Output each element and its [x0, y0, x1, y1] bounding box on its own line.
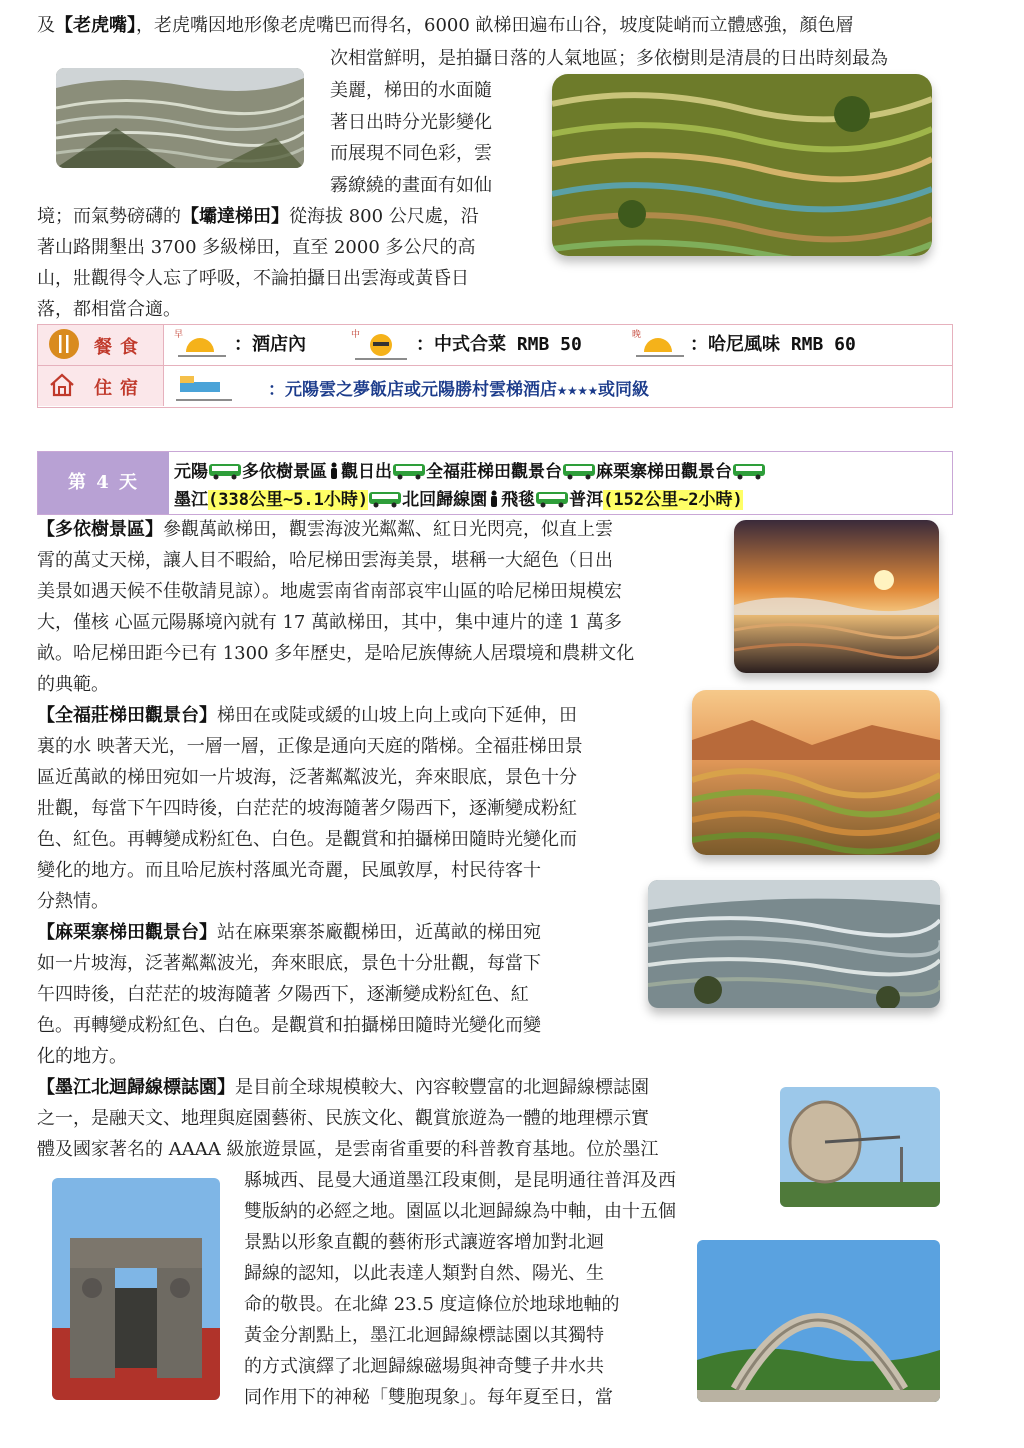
- duoyishu-line-3: 美景如遇天候不佳敬請見諒）。地處雲南省南部哀牢山區的哈尼梯田規模宏: [37, 581, 622, 602]
- route-distance-1: (338公里~5.1小時): [208, 490, 369, 510]
- laohuzui-terrace-photo: [56, 68, 304, 168]
- sun-glasses-icon: [351, 328, 411, 366]
- quanfu-line-3: 區近萬畝的梯田宛如一片坡海，泛著粼粼波光，奔來眼底，景色十分: [37, 767, 577, 788]
- bada-heading: 【壩達梯田】: [181, 206, 289, 227]
- route-mojiang: 墨江: [174, 490, 208, 510]
- malizhai-line-5: 化的地方。: [37, 1046, 127, 1067]
- route-distance-2: (152公里~2小時): [603, 490, 743, 510]
- malizhai-line-3: 午四時後，白茫茫的坡海隨著 夕陽西下，逐漸變成粉紅色、紅: [37, 984, 529, 1005]
- intro-line-8: 著山路開墾出 3700 多級梯田，直至 2000 多公尺的高: [37, 237, 476, 258]
- sunrise-terrace-photo: [734, 520, 939, 673]
- malizhai-line-1: [37, 917, 541, 948]
- mojiang-text-1: 是目前全球規模較大、內容較豐富的北迴歸線標誌園: [235, 1077, 649, 1098]
- intro-line-10: 落，都相當合適。: [37, 299, 181, 320]
- quanfu-line-6: 變化的地方。而且哈尼族村落風光奇麗，民風敦厚，村民待客十: [37, 860, 541, 881]
- intro-line-3: 美麗，梯田的水面隨: [330, 80, 492, 101]
- intro-prefix-7: 境；而氣勢磅礴的: [37, 206, 181, 227]
- gate-sculpture-photo: [52, 1178, 220, 1400]
- laohuzui-heading: 【老虎嘴】: [55, 15, 136, 36]
- mojiang-line-3: 體及國家著名的 AAAA 級旅遊景區，是雲南省重要的科普教育基地。位於墨江: [37, 1139, 659, 1160]
- intro-line-5: 而展現不同色彩，雲: [330, 143, 492, 164]
- lodging-text: ：元陽雲之夢飯店或元陽勝村雲梯酒店★★★★或同級: [268, 380, 649, 400]
- malizhai-heading: 【麻栗寨梯田觀景台】: [37, 922, 217, 943]
- meals-header: [38, 325, 164, 365]
- quanfu-line-4: 壯觀，每當下午四時後，白茫茫的坡海隨著夕陽西下，逐漸變成粉紅: [37, 798, 577, 819]
- mojiang-line-6: 景點以形象直觀的藝術形式讓遊客增加對北迴: [244, 1232, 604, 1253]
- quanfu-line-2: 裏的水 映著天光，一層一層，正像是通向天庭的階梯。全福莊梯田景: [37, 736, 583, 757]
- quanfu-line-7: 分熱情。: [37, 891, 109, 912]
- day4-header: [37, 451, 953, 515]
- intro-line-9: 山，壯觀得令人忘了呼吸，不論拍攝日出雲海或黃昏日: [37, 268, 469, 289]
- breakfast-text: ：酒店內: [234, 334, 306, 355]
- arch-monument-photo: [697, 1240, 940, 1402]
- bus-icon: [562, 462, 596, 485]
- bed-icon: [174, 368, 234, 408]
- route-feitan: 飛毯: [501, 490, 536, 510]
- quanfu-line-5: 色、紅色。再轉變成粉紅色、白色。是觀賞和拍攝梯田隨時光變化而: [37, 829, 577, 850]
- mojiang-line-10: 的方式演繹了北迴歸線磁場與神奇雙子井水共: [244, 1356, 604, 1377]
- route-malizhai: 麻栗寨梯田觀景台: [596, 462, 732, 482]
- mojiang-line-8: 命的敬畏。在北緯 23.5 度這條位於地球地軸的: [244, 1294, 620, 1315]
- malizhai-line-2: 如一片坡海，泛著粼粼波光，奔來眼底，景色十分壯觀，每當下: [37, 953, 541, 974]
- malizhai-terrace-photo: [648, 880, 940, 1008]
- sundial-photo: [780, 1087, 940, 1207]
- lodging-header: [38, 366, 164, 406]
- person-icon: [327, 462, 341, 485]
- malizhai-text-1: 站在麻栗寨茶廠觀梯田，近萬畝的梯田宛: [217, 922, 541, 943]
- route-puer: 普洱: [569, 490, 604, 510]
- home-icon: [48, 372, 76, 402]
- lodging-label: 住宿: [94, 378, 146, 399]
- quanfu-terrace-photo: [692, 690, 940, 855]
- quanfu-text-1: 梯田在或陡或緩的山坡上向上或向下延伸，田: [217, 705, 577, 726]
- dinner-tag: 晚: [632, 330, 642, 340]
- duoyishu-text-1: 參觀萬畝梯田，觀雲海波光粼粼、紅日光閃亮，似直上雲: [163, 519, 613, 540]
- route-sunrise: 觀日出: [341, 462, 392, 482]
- mojiang-line-4: 縣城西、昆曼大通道墨江段東側，是昆明通往普洱及西: [244, 1170, 676, 1191]
- mojiang-line-2: 之一，是融天文、地理與庭園藝術、民族文化、觀賞旅遊為一體的地理標示實: [37, 1108, 649, 1129]
- dinner-text: ：哈尼風味 RMB 60: [690, 334, 856, 355]
- cutlery-icon: [48, 328, 80, 364]
- quanfu-line-1: [37, 700, 577, 731]
- bus-icon: [535, 490, 569, 513]
- duoyishu-line-5: 畝。哈尼梯田距今已有 1300 多年歷史，是哈尼族傳統人居環境和農耕文化: [37, 643, 635, 664]
- mojiang-line-9: 黃金分割點上，墨江北迴歸線標誌園以其獨特: [244, 1325, 604, 1346]
- bus-icon: [368, 490, 402, 513]
- duoyishu-line-6: 的典範。: [37, 674, 109, 695]
- day4-route-line-2: [174, 485, 743, 513]
- intro-line-2: 次相當鮮明，是拍攝日落的人氣地區；多依樹則是清晨的日出時刻最為: [330, 48, 888, 69]
- bus-icon: [392, 462, 426, 485]
- mojiang-line-1: [37, 1072, 649, 1103]
- bus-icon: [208, 462, 242, 485]
- quanfu-heading: 【全福莊梯田觀景台】: [37, 705, 217, 726]
- lunch-tag: 中: [351, 330, 361, 340]
- breakfast-tag: 早: [174, 330, 184, 340]
- person-icon: [487, 490, 501, 513]
- mojiang-line-5: 雙版納的必經之地。園區以北迴歸線為中軸，由十五個: [244, 1201, 676, 1222]
- route-yuanyang: 元陽: [174, 462, 208, 482]
- mojiang-line-11: 同作用下的神秘「雙胞現象」。每年夏至日，當: [244, 1387, 613, 1408]
- sunrise-icon: [174, 328, 230, 364]
- meals-row: [38, 325, 952, 366]
- intro-line-6: 霧繚繞的畫面有如仙: [330, 175, 492, 196]
- route-quanfu: 全福莊梯田觀景台: [426, 462, 562, 482]
- mojiang-line-7: 歸線的認知，以此表達人類對自然、陽光、生: [244, 1263, 604, 1284]
- lodging-row: [38, 366, 952, 406]
- sunset-icon: [632, 328, 688, 364]
- meals-lodging-table: [37, 324, 953, 408]
- intro-line-1: [37, 10, 854, 41]
- bus-icon: [732, 462, 766, 485]
- day4-route-line-1: [174, 457, 766, 485]
- duoyishu-line-4: 大，僅核 心區元陽縣境內就有 17 萬畝梯田，其中，集中連片的達 1 萬多: [37, 612, 622, 633]
- day4-label: 第 4 天: [38, 452, 169, 514]
- duoyishu-line-1: [37, 514, 613, 545]
- intro-text-1: ，老虎嘴因地形像老虎嘴巴而得名，6000 畝梯田遍布山谷，坡度陡峭而立體感強，顏色層: [136, 15, 854, 36]
- malizhai-line-4: 色。再轉變成粉紅色、白色。是觀賞和拍攝梯田隨時光變化而變: [37, 1015, 541, 1036]
- intro-text-7: 從海拔 800 公尺處，沿: [289, 206, 479, 227]
- intro-prefix: 及: [37, 15, 55, 36]
- route-tropic-park: 北回歸線園: [402, 490, 488, 510]
- duoyishu-line-2: 霄的萬丈天梯，讓人目不暇給，哈尼梯田雲海美景，堪稱一大絕色（日出: [37, 550, 613, 571]
- duoyishu-terrace-photo: [552, 74, 932, 256]
- mojiang-heading: 【墨江北迴歸線標誌園】: [37, 1077, 235, 1098]
- duoyishu-heading: 【多依樹景區】: [37, 519, 163, 540]
- lunch-text: ：中式合菜 RMB 50: [416, 334, 582, 355]
- intro-line-7: [37, 201, 479, 232]
- intro-line-4: 著日出時分光影變化: [330, 112, 492, 133]
- route-duoyishu: 多依樹景區: [242, 462, 327, 482]
- meals-label: 餐食: [94, 337, 146, 358]
